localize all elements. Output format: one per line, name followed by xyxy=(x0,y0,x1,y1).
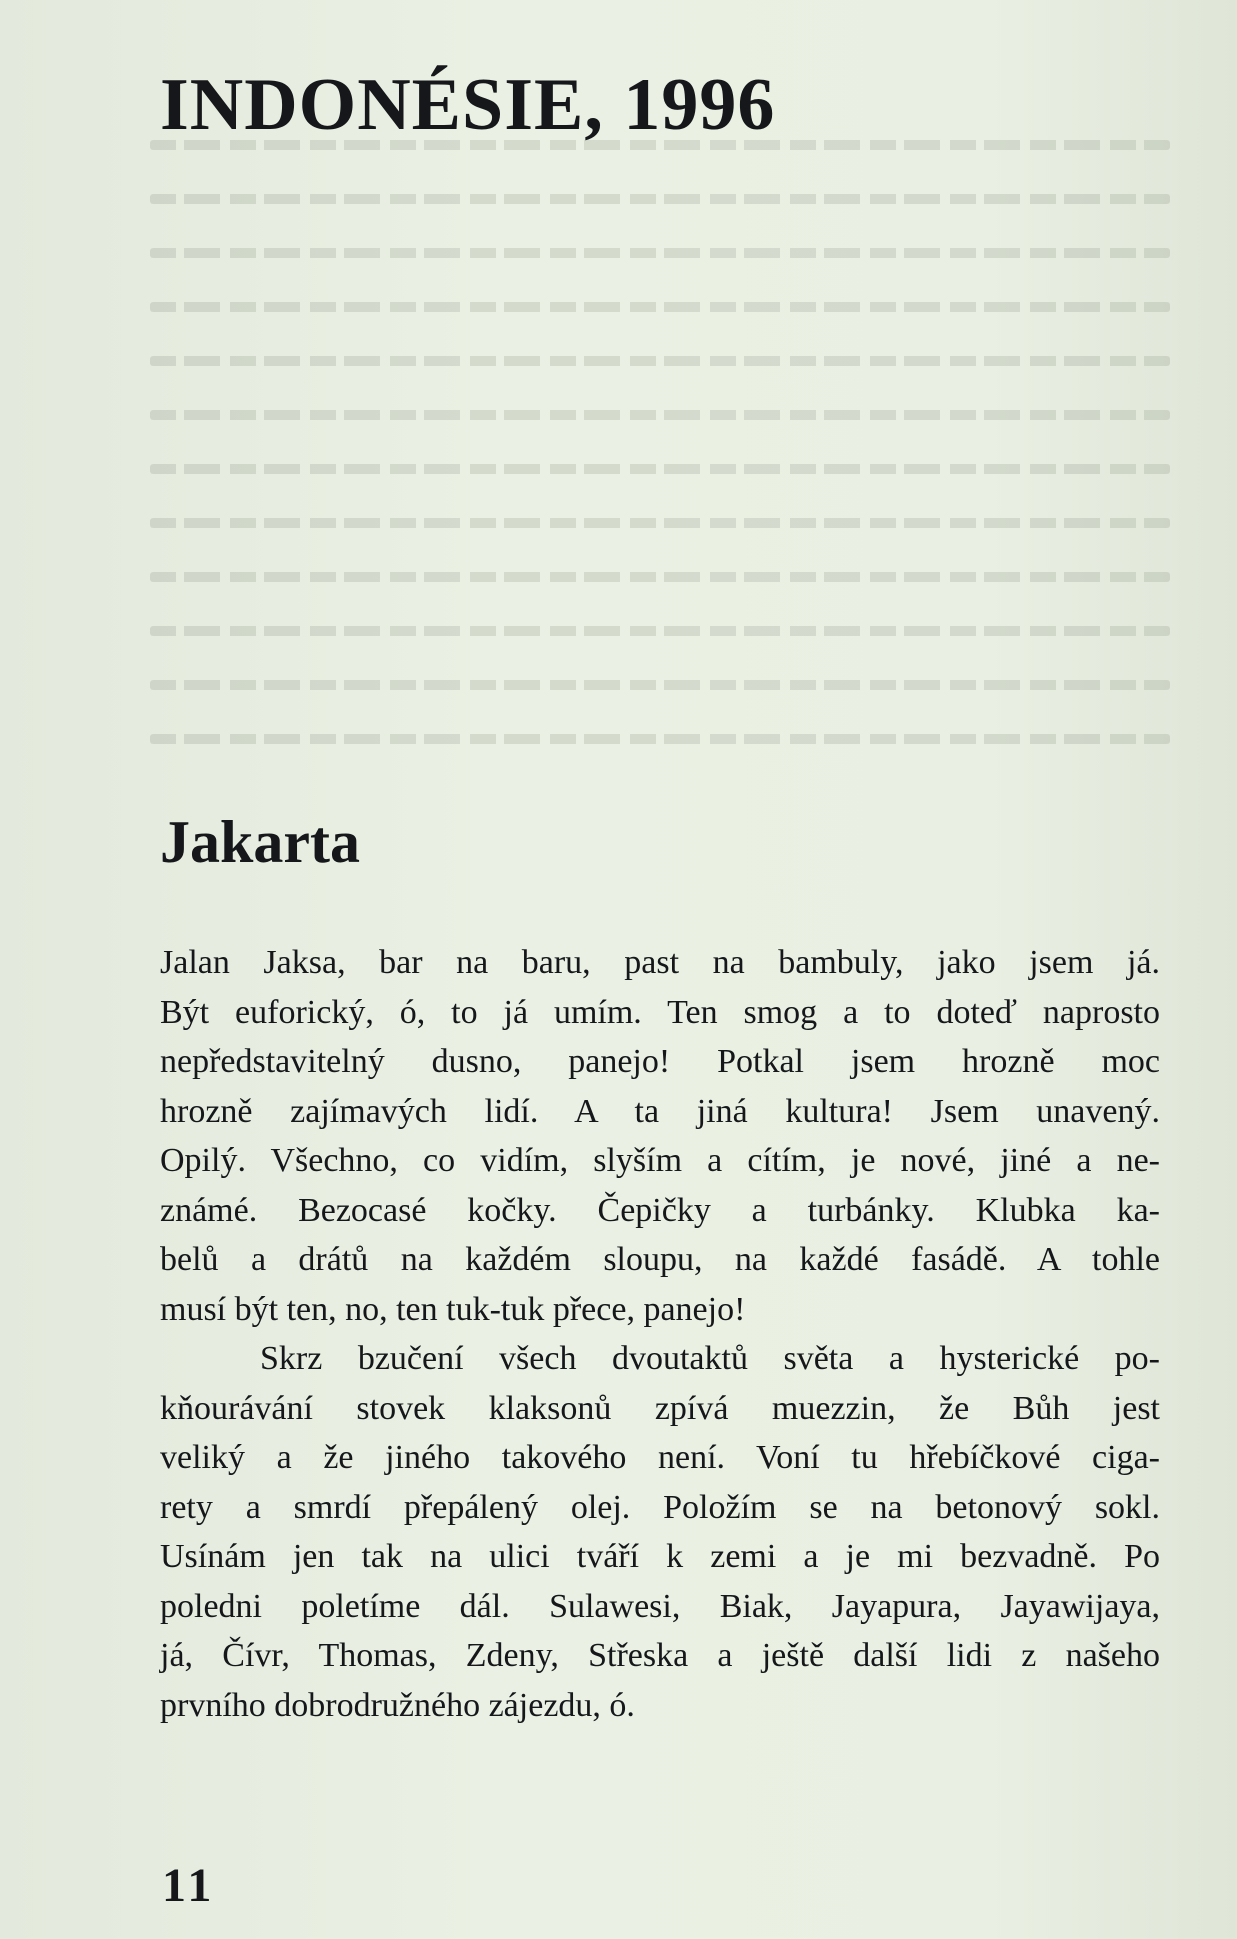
text-line: Skrz bzučení všech dvoutaktů světa a hysterické po- xyxy=(260,1340,1160,1377)
page-number: 11 xyxy=(162,1859,216,1912)
section-title: Jakarta xyxy=(160,809,360,875)
chapter-title: INDONÉSIE, 1996 xyxy=(160,64,776,146)
text-line: Opilý. Všechno, co vidím, slyším a cítím, je nové, jiné a ne- xyxy=(160,1142,1160,1179)
text-line: nepředstavitelný dusno, panejo! Potkal jsem hrozně moc xyxy=(160,1043,1160,1080)
text-line: veliký a že jiného takového není. Voní tu hřebíčkové ciga- xyxy=(160,1439,1160,1476)
body-text xyxy=(160,938,1160,1730)
paragraph xyxy=(160,938,1160,1334)
text-line: rety a smrdí přepálený olej. Položím se na betonový sokl. xyxy=(160,1488,1160,1526)
paragraph xyxy=(160,1334,1160,1730)
text-line: belů a drátů na každém sloupu, na každé fasádě. A tohle xyxy=(160,1241,1160,1278)
text-line: poledni poletíme dál. Sulawesi, Biak, Jayapura, Jayawijaya, xyxy=(160,1587,1160,1625)
text-line: známé. Bezocasé kočky. Čepičky a turbánky. Klubka ka- xyxy=(160,1191,1160,1229)
text-line: prvního dobrodružného zájezdu, ó. xyxy=(160,1686,635,1724)
text-line: já, Čívr, Thomas, Zdeny, Střeska a ještě další lidi z našeho xyxy=(160,1637,1160,1674)
text-line: Jalan Jaksa, bar na baru, past na bambuly, jako jsem já. xyxy=(160,944,1160,981)
text-line: Být euforický, ó, to já umím. Ten smog a to doteď naprosto xyxy=(160,993,1160,1031)
text-line: musí být ten, no, ten tuk-tuk přece, panejo! xyxy=(160,1290,746,1328)
text-line: hrozně zajímavých lidí. A ta jiná kultura! Jsem unavený. xyxy=(160,1092,1160,1130)
text-line: kňourávání stovek klaksonů zpívá muezzin, že Bůh jest xyxy=(160,1389,1160,1427)
text-line: Usínám jen tak na ulici tváří k zemi a je mi bezvadně. Po xyxy=(160,1538,1160,1575)
